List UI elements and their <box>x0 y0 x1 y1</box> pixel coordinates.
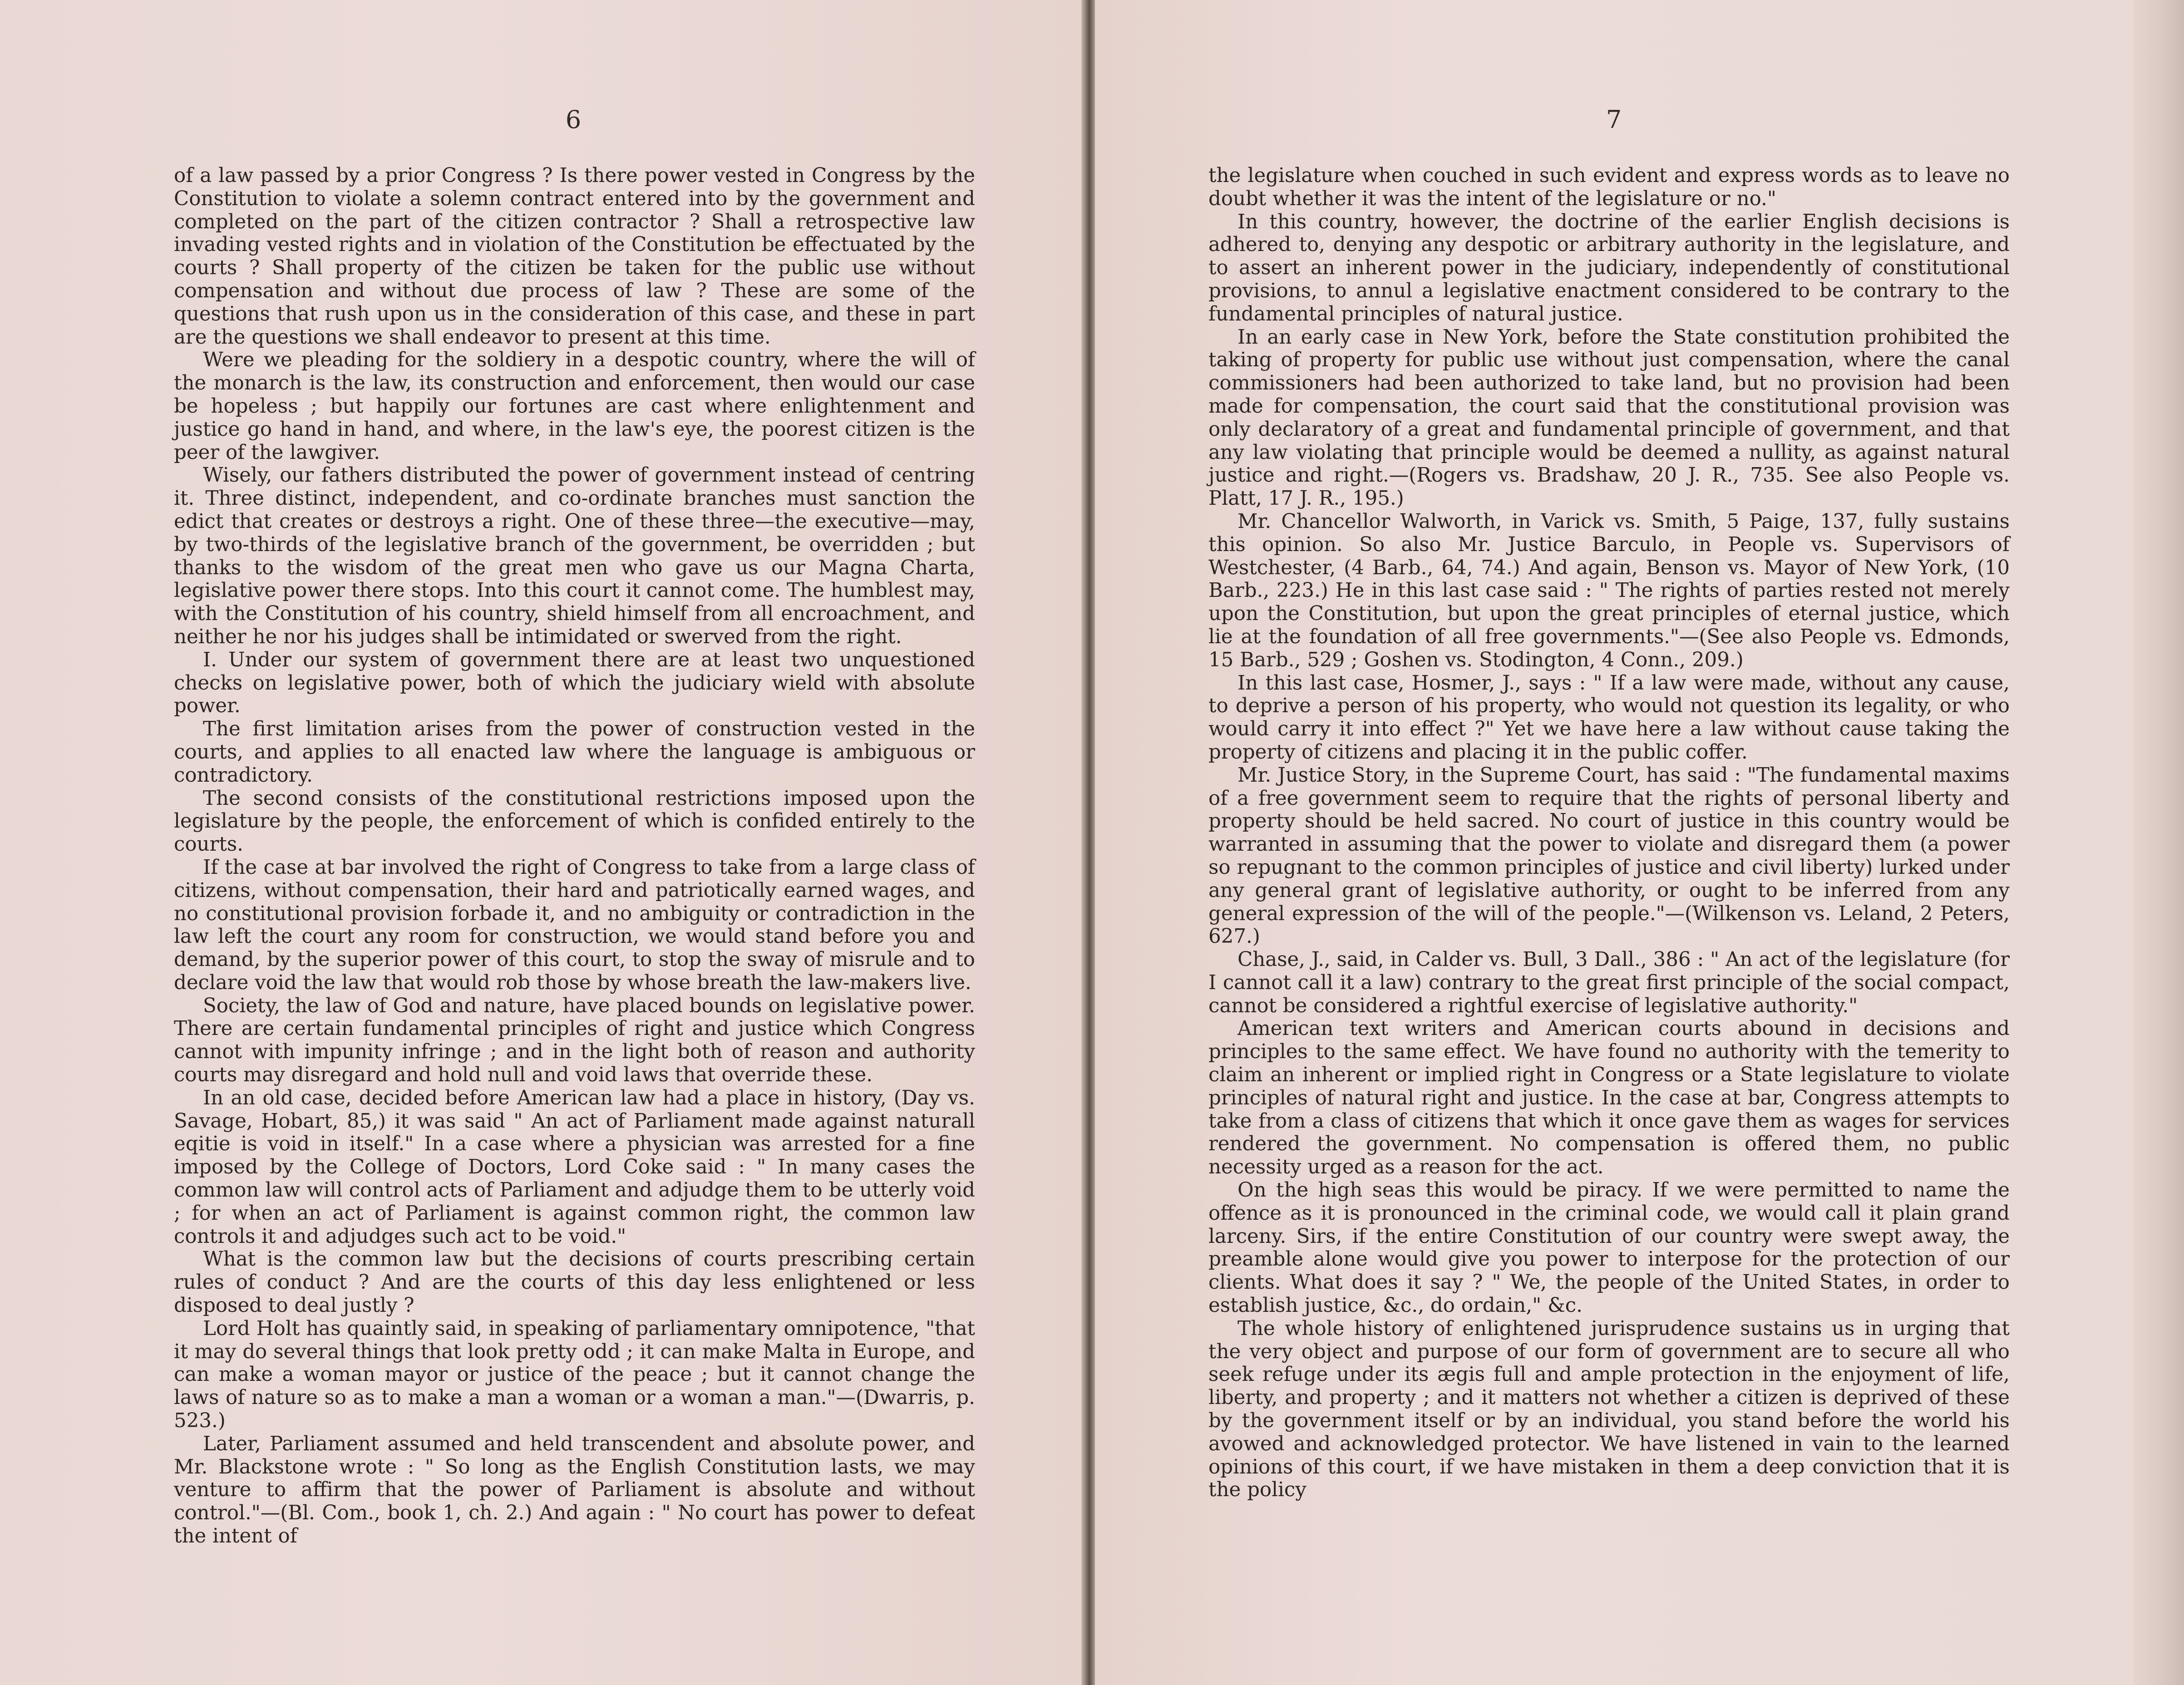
paragraph: Later, Parliament assumed and held transcendent and absolute power, and Mr. Blackstone wrote : " So long as the English Constitution lasts, we may venture to affirm that the power of Parliament is absolute and without control."—(Bl. Com., book 1, ch. 2.) And again : " No court has power to defeat the intent of <box>174 1432 975 1548</box>
paragraph: On the high seas this would be piracy. If we were permitted to name the offence as it is pronounced in the criminal code, we would call it plain grand larceny. Sirs, if the entire Constitution of our country were swept away, the preamble alone would give you power to interpose for the protection of our clients. What does it say ? " We, the people of the United States, in order to establish justice, &c., do ordain," &c. <box>1208 1179 2010 1317</box>
paragraph: Chase, J., said, in Calder vs. Bull, 3 Dall., 386 : " An act of the legislature (for I cannot call it a law) contrary to the great first principle of the social compact, cannot be considered a rightful exercise of legislative authority." <box>1208 948 2010 1017</box>
paragraph: The whole history of enlightened jurisprudence sustains us in urging that the very object and purpose of our form of government are to secure all who seek refuge under its ægis full and ample protection in the enjoyment of life, liberty, and property ; and it matters not whether a citizen is deprived of these by the government itself or by an individual, you stand before the world his avowed and acknowledged protector. We have listened in vain to the learned opinions of this court, if we have mistaken in them a deep conviction that it is the policy <box>1208 1317 2010 1502</box>
paragraph: If the case at bar involved the right of Congress to take from a large class of citizens, without compensation, their hard and patriotically earned wages, and no constitutional provision forbade it, and no ambiguity or contradiction in the law left the court any room for construction, we would stand before you and demand, by the superior power of this court, to stop the sway of misrule and to declare void the law that would rob those by whose breath the law-makers live. <box>174 856 975 994</box>
page-number: 7 <box>1606 105 1622 134</box>
paragraph: The first limitation arises from the power of construction vested in the courts, and applies to all enacted law where the language is ambiguous or contradictory. <box>174 718 975 787</box>
paragraph: The second consists of the constitutional restrictions imposed upon the legislature by the people, the enforcement of which is confided entirely to the courts. <box>174 787 975 856</box>
paragraph: In this country, however, the doctrine of the earlier English decisions is adhered to, denying any despotic or arbitrary authority in the legislature, and to assert an inherent power in the judiciary, independently of constitutional provisions, to annul a legislative enactment considered to be contrary to the fundamental principles of natural justice. <box>1208 210 2010 325</box>
right-page <box>1095 0 2184 1685</box>
page-edge <box>2134 0 2184 1685</box>
paragraph: the legislature when couched in such evident and express words as to leave no doubt whether it was the intent of the legislature or no." <box>1208 164 2010 210</box>
book-gutter <box>1081 0 1096 1685</box>
paragraph: Mr. Justice Story, in the Supreme Court, has said : "The fundamental maxims of a free government seem to require that the rights of personal liberty and property should be held sacred. No court of justice in this country would be warranted in assuming that the power to violate and disregard them (a power so repugnant to the common principles of justice and civil liberty) lurked under any general grant of legislative authority, or ought to be inferred from any general expression of the will of the people."—(Wilkenson vs. Leland, 2 Peters, 627.) <box>1208 764 2010 948</box>
left-page <box>0 0 1085 1685</box>
paragraph: Lord Holt has quaintly said, in speaking of parliamentary omnipotence, "that it may do several things that look pretty odd ; it can make Malta in Europe, and can make a woman mayor or justice of the peace ; but it cannot change the laws of nature so as to make a man a woman or a woman a man."—(Dwarris, p. 523.) <box>174 1317 975 1433</box>
paragraph: In an old case, decided before American law had a place in history, (Day vs. Savage, Hobart, 85,) it was said " An act of Parliament made against naturall eqitie is void in itself." In a case where a physician was arrested for a fine imposed by the College of Doctors, Lord Coke said : " In many cases the common law will control acts of Parliament and adjudge them to be utterly void ; for when an act of Parliament is against common right, the common law controls it and adjudges such act to be void." <box>174 1086 975 1248</box>
paragraph: American text writers and American courts abound in decisions and principles to the same effect. We have found no authority with the temerity to claim an inherent or implied right in Congress or a State legislature to violate principles of natural right and justice. In the case at bar, Congress attempts to take from a class of citizens that which it once gave them as wages for services rendered the government. No compensation is offered them, no public necessity urged as a reason for the act. <box>1208 1017 2010 1179</box>
paragraph: Wisely, our fathers distributed the power of government instead of centring it. Three distinct, independent, and co-ordinate branches must sanction the edict that creates or destroys a right. One of these three—the executive—may, by two-thirds of the legislative branch of the government, be overridden ; but thanks to the wisdom of the great men who gave us our Magna Charta, legislative power there stops. Into this court it cannot come. The humblest may, with the Constitution of his country, shield himself from all encroachment, and neither he nor his judges shall be intimidated or swerved from the right. <box>174 464 975 648</box>
page-number: 6 <box>565 105 582 134</box>
paragraph: of a law passed by a prior Congress ? Is there power vested in Congress by the Constitution to violate a solemn contract entered into by the government and completed on the part of the citizen contractor ? Shall a retrospective law invading vested rights and in violation of the Constitution be effectuated by the courts ? Shall property of the citizen be taken for the public use without compensation and without due process of law ? These are some of the questions that rush upon us in the consideration of this case, and these in part are the questions we shall endeavor to present at this time. <box>174 164 975 349</box>
text-column <box>1208 164 2010 1502</box>
paragraph: Mr. Chancellor Walworth, in Varick vs. Smith, 5 Paige, 137, fully sustains this opinion. So also Mr. Justice Barculo, in People vs. Supervisors of Westchester, (4 Barb., 64, 74.) And again, Benson vs. Mayor of New York, (10 Barb., 223.) He in this last case said : " The rights of parties rested not merely upon the Constitution, but upon the great principles of eternal justice, which lie at the foundation of all free governments."—(See also People vs. Edmonds, 15 Barb., 529 ; Goshen vs. Stodington, 4 Conn., 209.) <box>1208 510 2010 671</box>
paragraph: What is the common law but the decisions of courts prescribing certain rules of conduct ? And are the courts of this day less enlightened or less disposed to deal justly ? <box>174 1248 975 1317</box>
paragraph: Society, the law of God and nature, have placed bounds on legislative power. There are certain fundamental principles of right and justice which Congress cannot with impunity infringe ; and in the light both of reason and authority courts may disregard and hold null and void laws that override these. <box>174 994 975 1087</box>
paragraph: In this last case, Hosmer, J., says : " If a law were made, without any cause, to deprive a person of his property, who would not question its legality, or who would carry it into effect ?" Yet we have here a law without cause taking the property of citizens and placing it in the public coffer. <box>1208 671 2010 764</box>
paragraph: I. Under our system of government there are at least two unquestioned checks on legislative power, both of which the judiciary wield with absolute power. <box>174 648 975 718</box>
paragraph: In an early case in New York, before the State constitution prohibited the taking of property for public use without just compensation, where the canal commissioners had been authorized to take land, but no provision had been made for compensation, the court said that the constitutional provision was only declaratory of a great and fundamental principle of government, and that any law violating that principle would be deemed a nullity, as against natural justice and right.—(Rogers vs. Bradshaw, 20 J. R., 735. See also People vs. Platt, 17 J. R., 195.) <box>1208 325 2010 510</box>
text-column <box>174 164 975 1548</box>
paragraph: Were we pleading for the soldiery in a despotic country, where the will of the monarch is the law, its construction and enforcement, then would our case be hopeless ; but happily our fortunes are cast where enlightenment and justice go hand in hand, and where, in the law's eye, the poorest citizen is the peer of the lawgiver. <box>174 349 975 464</box>
